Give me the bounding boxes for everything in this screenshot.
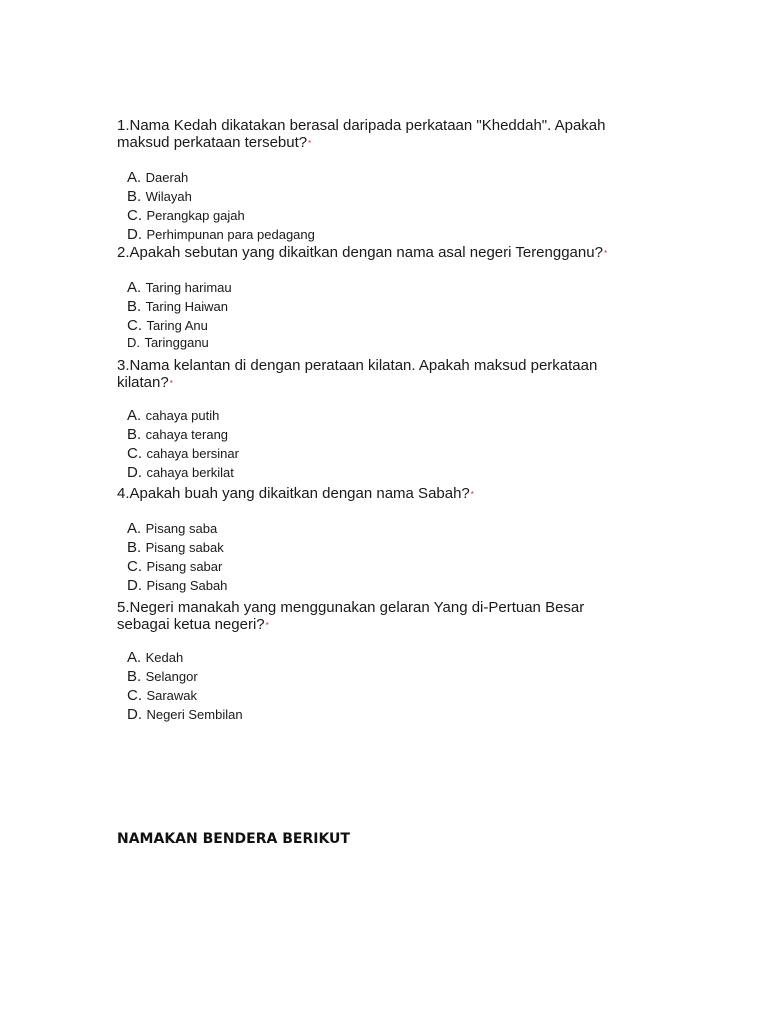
- question-label: 2.Apakah sebutan yang dikaitkan dengan nama asal negeri Terengganu?: [117, 244, 603, 261]
- option-text: Pisang sabar: [146, 559, 223, 574]
- option-letter: A.: [127, 520, 142, 537]
- question-block-5: [117, 599, 637, 724]
- question-text-4: [117, 485, 637, 503]
- option-5a: [127, 648, 637, 667]
- option-letter: D.: [127, 226, 142, 243]
- option-3d: [127, 463, 637, 482]
- option-1d: [127, 225, 637, 244]
- option-list-2: [117, 278, 637, 350]
- option-text: Pisang Sabah: [146, 578, 228, 593]
- question-block-2: [117, 244, 637, 350]
- option-4a: [127, 519, 637, 538]
- option-letter: D.: [127, 706, 142, 723]
- option-letter: A.: [127, 649, 142, 666]
- option-3c: [127, 444, 637, 463]
- required-mark: *: [470, 490, 474, 499]
- question-block-4: [117, 485, 637, 595]
- option-list-4: [117, 519, 637, 595]
- option-letter: D.: [127, 464, 142, 481]
- question-block-3: [117, 357, 637, 482]
- question-label: 5.Negeri manakah yang menggunakan gelaran Yang di-Pertuan Besar sebagai ketua negeri?: [117, 599, 585, 633]
- option-4d: [127, 576, 637, 595]
- document-body: [117, 117, 637, 724]
- option-text: Taring Anu: [146, 318, 208, 333]
- option-text: Pisang saba: [145, 521, 218, 536]
- option-letter: D.: [127, 577, 142, 594]
- option-2b: [127, 297, 637, 316]
- option-1b: [127, 187, 637, 206]
- question-text-2: [117, 244, 637, 262]
- option-letter: B.: [127, 426, 142, 443]
- option-letter: C.: [127, 317, 142, 334]
- option-text: Wilayah: [145, 189, 192, 204]
- option-5d: [127, 705, 637, 724]
- option-letter: B.: [127, 298, 142, 315]
- option-text: Daerah: [145, 170, 189, 185]
- option-3a: [127, 406, 637, 425]
- option-3b: [127, 425, 637, 444]
- option-2d: [127, 335, 637, 350]
- option-2c: [127, 316, 637, 335]
- option-text: Perangkap gajah: [146, 208, 245, 223]
- question-text-5: [117, 599, 637, 634]
- required-mark: *: [308, 139, 312, 148]
- option-letter: D.: [127, 335, 140, 350]
- required-mark: *: [265, 621, 269, 630]
- question-block-1: [117, 117, 637, 244]
- section-heading: NAMAKAN BENDERA BERIKUT: [117, 831, 350, 847]
- option-text: Pisang sabak: [145, 540, 224, 555]
- option-letter: C.: [127, 687, 142, 704]
- option-list-5: [117, 648, 637, 724]
- option-text: Negeri Sembilan: [146, 707, 243, 722]
- option-letter: A.: [127, 169, 142, 186]
- option-text: cahaya putih: [145, 408, 220, 423]
- option-text: Selangor: [145, 669, 198, 684]
- option-text: Taringganu: [144, 335, 209, 350]
- option-letter: C.: [127, 207, 142, 224]
- question-label: 4.Apakah buah yang dikaitkan dengan nama Sabah?: [117, 485, 470, 502]
- option-2a: [127, 278, 637, 297]
- option-text: cahaya terang: [145, 427, 229, 442]
- question-label: 1.Nama Kedah dikatakan berasal daripada perkataan "Kheddah". Apakah maksud perkataan tersebut?: [117, 117, 606, 151]
- option-text: cahaya berkilat: [146, 465, 234, 480]
- option-1a: [127, 168, 637, 187]
- option-text: Taring Haiwan: [145, 299, 229, 314]
- question-text-3: [117, 357, 637, 392]
- option-list-1: [117, 168, 637, 244]
- option-list-3: [117, 406, 637, 482]
- option-text: Kedah: [145, 650, 184, 665]
- question-label: 3.Nama kelantan di dengan perataan kilatan. Apakah maksud perkataan kilatan?: [117, 357, 598, 391]
- option-letter: B.: [127, 539, 142, 556]
- option-text: Perhimpunan para pedagang: [146, 227, 315, 242]
- question-text-1: [117, 117, 637, 152]
- option-text: Sarawak: [146, 688, 198, 703]
- option-4c: [127, 557, 637, 576]
- required-mark: *: [603, 249, 608, 258]
- option-4b: [127, 538, 637, 557]
- option-text: Taring harimau: [145, 280, 232, 295]
- option-text: cahaya bersinar: [146, 446, 239, 461]
- option-letter: C.: [127, 445, 142, 462]
- required-mark: *: [169, 379, 173, 388]
- option-letter: C.: [127, 558, 142, 575]
- option-5c: [127, 686, 637, 705]
- option-1c: [127, 206, 637, 225]
- option-5b: [127, 667, 637, 686]
- option-letter: B.: [127, 668, 142, 685]
- option-letter: B.: [127, 188, 142, 205]
- option-letter: A.: [127, 279, 142, 296]
- option-letter: A.: [127, 407, 142, 424]
